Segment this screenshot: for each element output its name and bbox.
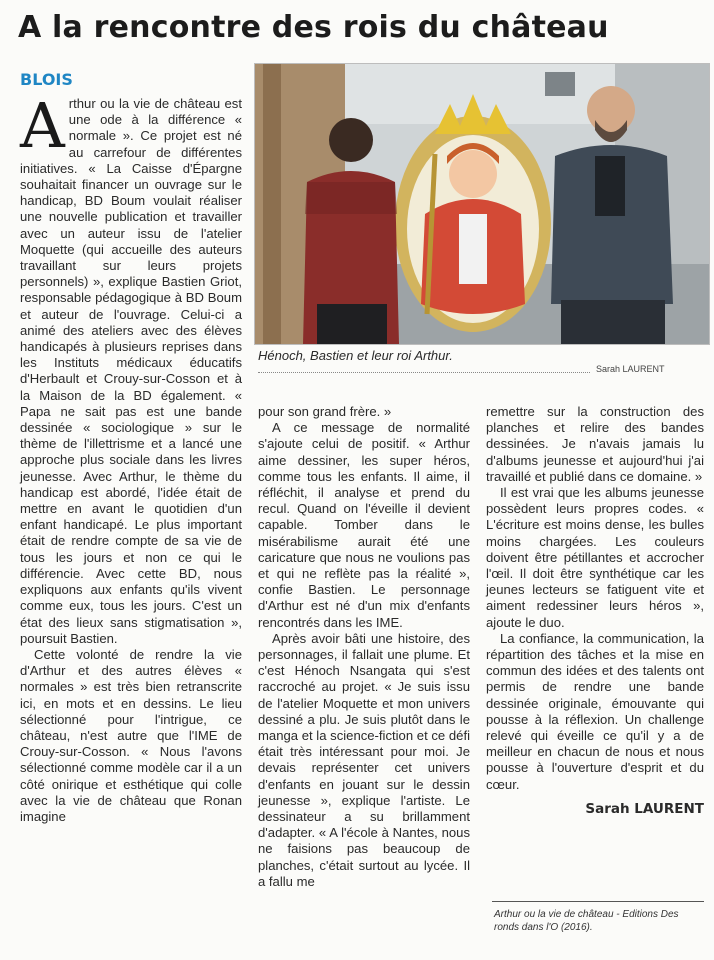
article-photo	[254, 63, 710, 345]
drop-cap: A	[20, 89, 65, 162]
paragraph: Il est vrai que les albums jeunesse possèdent leurs propres codes. « L'écriture est moins dense, les bulles moins chargées. Les couleurs doivent être pétillantes et accrocher l'œil. Il doit être synthétique car les jeunes lecteurs se fatiguent vite et aiment redessiner leurs héros », ajoute le duo.	[486, 485, 704, 630]
headline: A la rencontre des rois du château	[18, 10, 609, 45]
caption-dotted-rule	[258, 372, 590, 373]
paragraph: Cette volonté de rendre la vie d'Arthur et des autres élèves « normales » est très bien retranscrite ici, en mots et en dessins. Le lieu sélectionné pour l'intrigue, ce château, n'est autre que l'IME de Crouy-sur-Cosson. « Nous l'avons sélectionné comme modèle car il a un côté onirique et esthétique qui colle avec la vie de château que Ronan imagine	[20, 646, 242, 824]
paragraph: remettre sur la construction des planches et relire des bandes dessinées. Je n'avais jamais lu d'albums jeunesse et aujourd'hui j'ai travaillé et publié dans ce domaine. »	[486, 404, 704, 484]
article-column-3	[486, 404, 704, 817]
book-reference: Arthur ou la vie de château - Editions Des ronds dans l'O (2016).	[494, 909, 679, 933]
paragraph: A ce message de normalité s'ajoute celui de positif. « Arthur aime dessiner, les super héros, comme tous les enfants. Il aime, il réfléchit, il analyse et prend du recul. Quand on l'éveille il devient capable. Tomber dans le misérabilisme aurait été une caricature que nous ne voulions pas et qui ne reflète pas la réalité », confie Bastien. Le personnage d'Arthur est né d'un mix d'enfants rencontrés dans les IME.	[258, 420, 470, 630]
photo-illustration	[255, 64, 709, 344]
paragraph: pour son grand frère. »	[258, 404, 392, 419]
author-signature: Sarah LAURENT	[585, 800, 704, 817]
paragraph: Après avoir bâti une histoire, des personnages, il fallait une plume. Et c'est Hénoch Nsangata qui s'est raccroché au projet. « Je suis issu de l'atelier Moquette et mon univers dessiné a plu. Je suis plutôt dans le manga et la science-fiction et ce défi était très intéressant pour moi. Je devais représenter cet univers d'enfants en jouant sur le dessin jeunesse », explique l'artiste. Le dessinateur a su brillamment d'adapter. « A l'école à Nantes, nous ne faisions pas beaucoup de planches, c'était surtout au lycée. Il a fallu me	[258, 630, 470, 889]
rubric-blois: BLOIS	[20, 70, 73, 89]
paragraph: rthur ou la vie de château est une ode à la différence « normale ». Ce projet est né au carrefour de différentes initiatives. « La Caisse d'Épargne souhaitait financer un ouvrage sur le handicap, BD Boum voulait réaliser une nouvelle publication et travailler avec un auteur issu de l'atelier Moquette (qui accueille des auteurs travaillant sur leurs projets personnels) », explique Bastien Griot, responsable pédagogique à BD Boum et auteur de l'ouvrage. Celui-ci a animé des ateliers avec des élèves handicapés à plusieurs reprises dans les Instituts médicaux éducatifs d'Herbault et Crouy-sur-Cosson et à la Maison de la BD également. « Papa ne sait pas est une bande dessinée « sociologique » sur le thème de l'illettrisme et a lancé une approche plus sociale dans les livres jeunesse. Avec Arthur, le thème du handicap est abordé, l'idée était de mettre en avant le quotidien d'un enfant handicapé. Le plus important était de rendre compte de sa vie de tous les jours et non ce qui le différencie. Avec cette BD, nous expliquons aux enfants qu'ils vivent comme eux, tous les jours. C'est un état des lieux sans stigmatisation », poursuit Bastien.	[20, 96, 242, 646]
article-column-2	[258, 404, 470, 890]
paragraph: La confiance, la communication, la répartition des tâches et la mise en commun des idées et des talents ont permis de rendre une bande dessinée originale, émouvante qui pousse à la réflexion. Un challenge relevé qui éveille ce qu'il y a de meilleur en chacun de nous et nous pousse à l'ouverture d'esprit et du cœur.	[486, 630, 704, 792]
reference-rule	[492, 901, 704, 902]
article-column-1	[20, 89, 242, 825]
photo-caption: Hénoch, Bastien et leur roi Arthur.	[258, 348, 453, 363]
photo-credit: Sarah LAURENT	[596, 364, 665, 374]
